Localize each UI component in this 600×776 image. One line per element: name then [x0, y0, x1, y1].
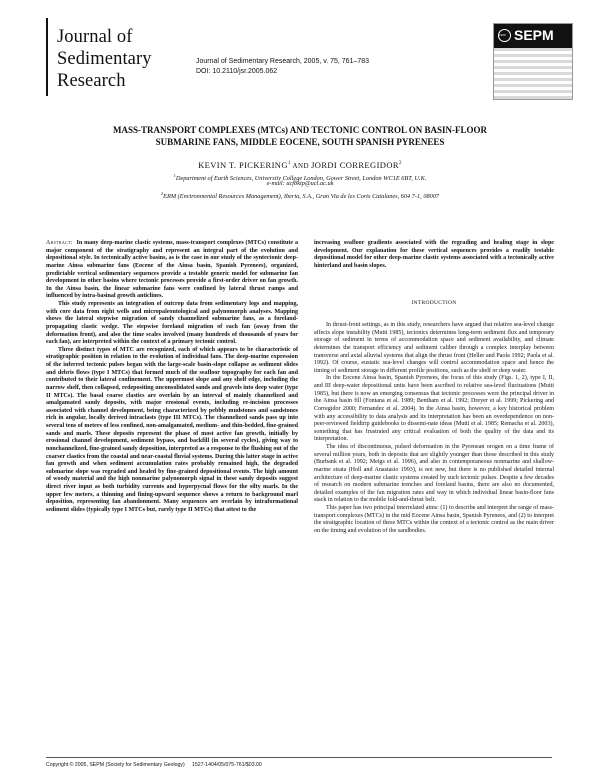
- journal-title-rule: [46, 18, 48, 96]
- affil-text: ERM (Environmental Resources Management), Iberia, S.A., Gran Via de les Corts Catalanes, 604 7-1, 08007: [163, 193, 440, 201]
- abstract-p2: This study represents an integration of outcrop data from sedimentary logs and mapping, with core data from eight wells and micropaleontological and palynomorph analyses. Mapping shows the lateral stepwise migration of sandy channelized submarine fans, as a foreland-propagating clastic wedge. The stepwise foreland migration of each fan (away from the deformation front), and also the time scales involved (many hundreds of thousands of years for each fan), are interpreted within the context of a primary tectonic control.: [46, 301, 298, 346]
- journal-title-line: Sedimentary: [57, 49, 152, 69]
- intro-p3: The idea of discontinuous, pulsed deformation in the Pyrenean orogen on a time frame of several million years, both in deposits that are slightly younger than those described in this study (Burbank et al. 1992; Meigs et al. 1996), and also in contemporaneous nonmarine and shallow-marine strata (Holl and Anastasio 1993), is not new, but there is no published detailed internal architecture of deep-marine clastic systems created by such tectonic pulses. Despite a few decades of research on modern submarine trenches and foreland basins, there are also no documented, detailed examples of the fan migration rates and way in which individual linear basin-floor fans stack in relation to the mobile fold-and-thrust belt.: [314, 444, 554, 504]
- introduction-column: [314, 322, 554, 536]
- citation: [196, 57, 416, 76]
- author-sup: 2: [398, 161, 402, 167]
- affil-sup: 1: [173, 173, 176, 178]
- email: e-mail: ucfbktp@ucl.ac.uk: [266, 180, 334, 187]
- intro-p4: This paper has two principal interrelated aims: (1) to describe and interpret the range of mass-transport complexes (MTCs) in the mid Eocene Ainsa basin, Spanish Pyrenees, and (2) to interpret the stratigraphic location of these MTCs within the context of a tectonic control as the main driver on the timing and evolution of the sandbodies.: [314, 505, 554, 534]
- author-connector: AND: [290, 162, 312, 170]
- logo-small-text: 1926: [499, 33, 506, 37]
- abstract-paragraph: [46, 240, 298, 301]
- intro-p2: In the Eocene Ainsa basin, Spanish Pyrenees, the focus of this study (Figs. 1, 2), type I, II, and III deep-water depositional units have been ascribed to relative sea-level fluctuations (Mutti 1985), but there is now an emerging consensus that tectonic processes were the principal driver in the Ainsa basin fill (Fontana et al. 1989; Bentham et al. 1992; Dreyer et al. 1999; Pickering and Corregidor 2000; Fernandez et al. 2004). In the Ainsa basin, however, a key historical problem with any accessibility to data analysis and its interpretation has been an overdependence on non-peer-reviewed fieldtrip guidebooks to dissemi-nate ideas (Mutti et al. 1985; Remacha et al. 2003), something that has frustrated any critical evaluation of both the quality of the data and its interpretation.: [314, 375, 554, 443]
- logo-stripes: [494, 48, 572, 99]
- paper-title: [50, 125, 550, 148]
- doi-line: DOI: 10.2110/jsr.2005.062: [196, 67, 278, 75]
- copyright: Copyright © 2005, SEPM (Society for Sedimentary Geology): [46, 762, 185, 768]
- article-code: 1527-1404/05/075-761/$03.00: [191, 762, 262, 768]
- abstract-label: Abstract:: [46, 240, 73, 246]
- journal-title-line: Journal of: [57, 27, 133, 47]
- introduction-heading: INTRODUCTION: [411, 300, 457, 306]
- abstract-p1: In many deep-marine clastic systems, mass-transport complexes (MTCs) constitute a major component of the stratigraphy and represent an integral part of the evolution and depositional style. In tectonically active basins, as is the case in our study of the syntectonic deep-marine Ainsa submarine fans (Eocene of the Ainsa basin, Spanish Pyrenees), organized, predictable vertical sedimentary sequences provide a testable generic model for submarine fan development in other basins where tectonic processes provide a first-order driver on fan growth. In the Ainsa basin, the linear submarine fans were confined by lateral thrust ramps and influenced by intra-basinal growth anticlines.: [46, 240, 298, 300]
- abstract-p3: Three distinct types of MTC are recognized, each of which appears to be characteristic of stratigraphic position in relation to the evolution of individual fans. The deep-marine expression of the inferred tectonic pulses began with the large-scale basin-slope collapse as sediment slides and debris flows (type I MTCs) that formed much of the seafloor topography for each fan and contributed to their lateral confinement. The uppermost slope and any shelf edge, including the narrow shelf, then collapsed, redepositing unconsolidated sands and gravels into deep water (type II MTCs). The basal coarse clastics are overlain by an interval of mainly channelized and amalgamated sandy deposits, with major erosional events, including re-incision processes associated with channel development, being characterized by pebbly mudstones and sandstones rich in angular, locally derived intraclasts (type III MTCs). The channelized sands pass up into several tens of meters of less confined, non-amalgamated, medium- and thin-bedded, fine-grained sands and marls. These deposits represent the phase of most active fan growth, initially by erosional channel development, sediment bypass, and backfill (in several cycles), giving way to nonchannelized, fine-grained sandy deposition, interpreted as a response to the flushing out of the coarser clastics from the coastal and near-coastal fluvial systems. During this latter stage in active fan growth and when sediment accumulation rates probably remained high, the degraded submarine slope was regraded and healed by fine-grained depositional events. The high amount of woody material and the high nonmarine palynomorph signal in these sandy deposits suggest direct river input as both turbidity currents and hyperpycnal flows for the silty marls. In the upper few meters, a thinning and fining-upward sequence shows a return to background marl deposition, representing fan abandonment. Many sequences are overlain by intraformational sediment slides (typically type I MTCs but, rarely type II MTCs) that attest to the: [46, 346, 298, 513]
- journal-title-line: Research: [57, 71, 126, 91]
- paper-title-line: SUBMARINE FANS, MIDDLE EOCENE, SOUTH SPANISH PYRENEES: [155, 136, 445, 147]
- abstract-continuation: [314, 240, 554, 271]
- author-name: KEVIN T. PICKERING: [198, 160, 288, 170]
- logo-band: [494, 24, 572, 48]
- author-sup: 1: [287, 161, 291, 167]
- logo-text: SEPM: [514, 27, 554, 43]
- footer: [46, 762, 566, 768]
- author-name: JORDI CORREGIDOR: [311, 160, 399, 170]
- sepm-logo: [493, 23, 573, 100]
- affil-text: Department of Earth Sciences, University College London, Gower Street, London WC1E 6BT, U.K.: [175, 175, 427, 183]
- journal-title: [57, 26, 177, 92]
- citation-line: Journal of Sedimentary Research, 2005, v. 75, 761–783: [196, 58, 370, 65]
- affil-sup: 2: [160, 191, 164, 196]
- intro-p1: In thrust-front settings, as in this study, researchers have argued that relative sea-level change affects slope instability (Mutti 1985), tectonics determines long-term sediment flux and temporary storage of sediment in terms of accommodation space and sediment availability, and climate determines the transport efficiency and sediment caliber through a complex interplay between transverse and axial alluvial systems that align the thrust front (Heller and Paola 1992; Paola et al. 1992). Of course, eustatic sea-level changes will control accommodation space and hence the timing of sediment storage in different profile positions, such as the shelf or deep water.: [314, 322, 554, 374]
- abstract-p3-cont: increasing seafloor gradients associated with the regrading and healing stage in slope development. Our explanation for these vertical sequences provides a readily testable depositional model for other deep-marine clastic systems associated with a tectonically active hinterland and basin slopes.: [314, 240, 554, 269]
- authors: [100, 160, 500, 170]
- affiliation-2: [40, 190, 560, 201]
- paper-title-line: MASS-TRANSPORT COMPLEXES (MTCs) AND TECTONIC CONTROL ON BASIN-FLOOR: [113, 125, 487, 135]
- abstract-column: [46, 240, 298, 515]
- footer-rule: [46, 757, 552, 758]
